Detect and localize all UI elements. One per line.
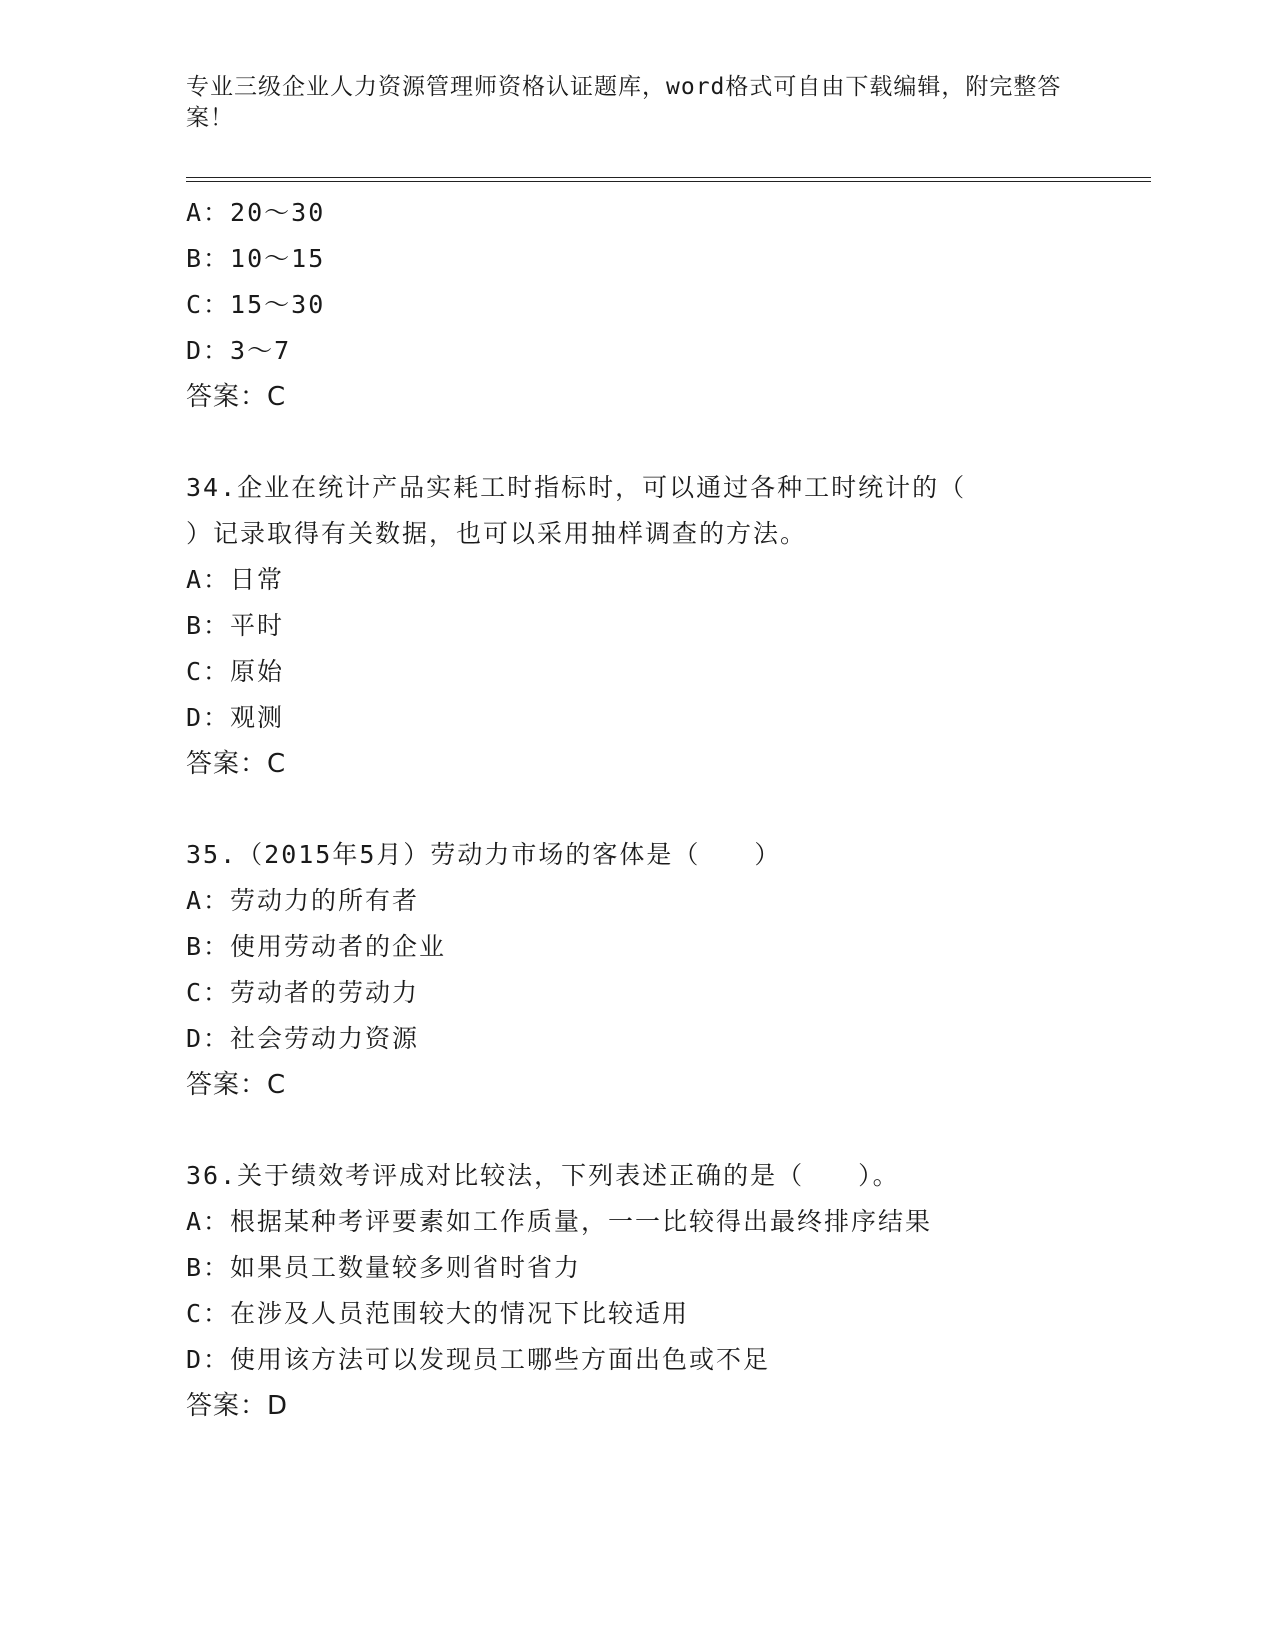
- option-a: A：劳动力的所有者: [186, 886, 420, 915]
- option-b: B：平时: [186, 611, 285, 640]
- question-34: [186, 465, 1146, 787]
- answer: 答案：C: [186, 382, 287, 412]
- option-b: B：使用劳动者的企业: [186, 932, 447, 961]
- option-c: C：劳动者的劳动力: [186, 978, 420, 1007]
- option-c: C：原始: [186, 657, 285, 686]
- question-stem-continued: ）记录取得有关数据，也可以采用抽样调查的方法。: [186, 519, 808, 548]
- option-d: D：社会劳动力资源: [186, 1024, 420, 1053]
- answer: 答案：D: [186, 1391, 289, 1421]
- question-stem: 34.企业在统计产品实耗工时指标时，可以通过各种工时统计的（: [186, 473, 967, 502]
- answer: 答案：C: [186, 749, 287, 779]
- question-36: [186, 1153, 1146, 1429]
- option-d: D：3～7: [186, 336, 292, 365]
- option-b: B：10～15: [186, 244, 326, 273]
- question-35: [186, 832, 1146, 1108]
- option-c: C：15～30: [186, 290, 326, 319]
- header-divider-top: [186, 177, 1151, 178]
- option-b: B：如果员工数量较多则省时省力: [186, 1253, 582, 1282]
- question-list: [186, 190, 1146, 1429]
- question-33: [186, 190, 1146, 420]
- answer: 答案：C: [186, 1070, 287, 1100]
- option-d: D：观测: [186, 703, 285, 732]
- question-stem: 35.（2015年5月）劳动力市场的客体是（ ）: [186, 840, 782, 869]
- document-header: 专业三级企业人力资源管理师资格认证题库，word格式可自由下载编辑，附完整答案！: [186, 74, 1062, 131]
- option-a: A：20～30: [186, 198, 326, 227]
- option-d: D：使用该方法可以发现员工哪些方面出色或不足: [186, 1345, 771, 1374]
- option-c: C：在涉及人员范围较大的情况下比较适用: [186, 1299, 690, 1328]
- option-a: A：根据某种考评要素如工作质量，一一比较得出最终排序结果: [186, 1207, 933, 1236]
- option-a: A：日常: [186, 565, 285, 594]
- header-divider-bottom: [186, 181, 1151, 182]
- question-stem: 36.关于绩效考评成对比较法，下列表述正确的是（ ）。: [186, 1161, 900, 1190]
